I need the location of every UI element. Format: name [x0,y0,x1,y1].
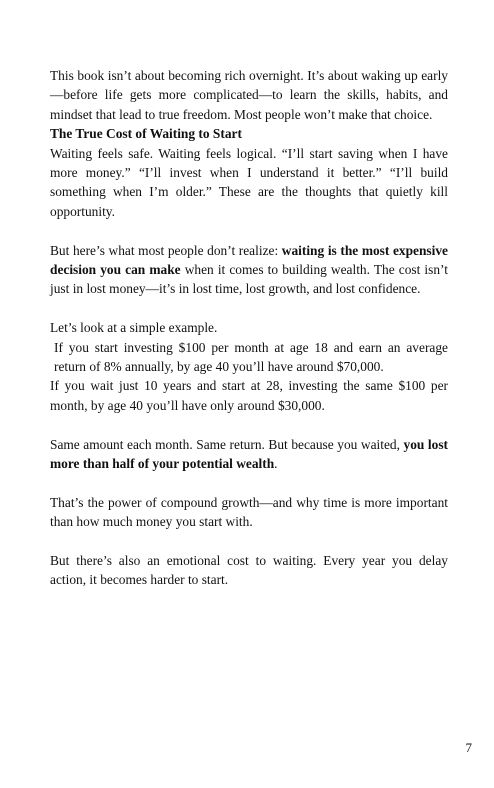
expensive-decision-bold: waiting is the most expensive decision you can make [50,242,449,278]
same-amount-text-start: Same amount each month. Same return. But because you waited, [50,436,404,452]
expensive-decision-paragraph [50,241,448,299]
same-amount-paragraph [50,435,448,474]
expensive-decision-text-start: But here’s what most people don’t realize: [50,242,282,258]
section-heading: The True Cost of Waiting to Start [50,126,242,142]
expensive-decision-text-end: when it comes to building wealth. The cost isn’t just in lost money—it’s in lost time, lost growth, and lost confidence. [50,262,448,297]
same-amount-text-end: . [274,456,278,472]
example-intro-paragraph: Let’s look at a simple example. [50,320,218,336]
intro-paragraph: This book isn’t about becoming rich overnight. It’s about waking up early—before life gets more complicated—to learn the skills, habits, and mindset that lead to true freedom. Most people won’t make that choice. [50,68,448,122]
example-age-18-paragraph: If you start investing $100 per month at age 18 and earn an average return of 8% annually, by age 40 you’ll have around $70,000. [54,339,448,375]
lost-wealth-bold: you lost more than half of your potential wealth [50,436,448,472]
compound-growth-paragraph: That’s the power of compound growth—and why time is more important than how much money you start with. [50,494,448,530]
example-age-28-paragraph: If you wait just 10 years and start at 28, investing the same $100 per month, by age 40 you’ll have only around $30,000. [50,378,448,413]
page-number: 7 [465,740,472,755]
emotional-cost-paragraph: But there’s also an emotional cost to waiting. Every year you delay action, it becomes harder to start. [50,553,448,588]
waiting-paragraph: Waiting feels safe. Waiting feels logical. “I’ll start saving when I have more money.” “I’ll invest when I understand it better.” “I’ll build something when I’m older.” These are the thoughts that quietly kill opportunity. [50,145,448,219]
body-text [50,66,448,590]
